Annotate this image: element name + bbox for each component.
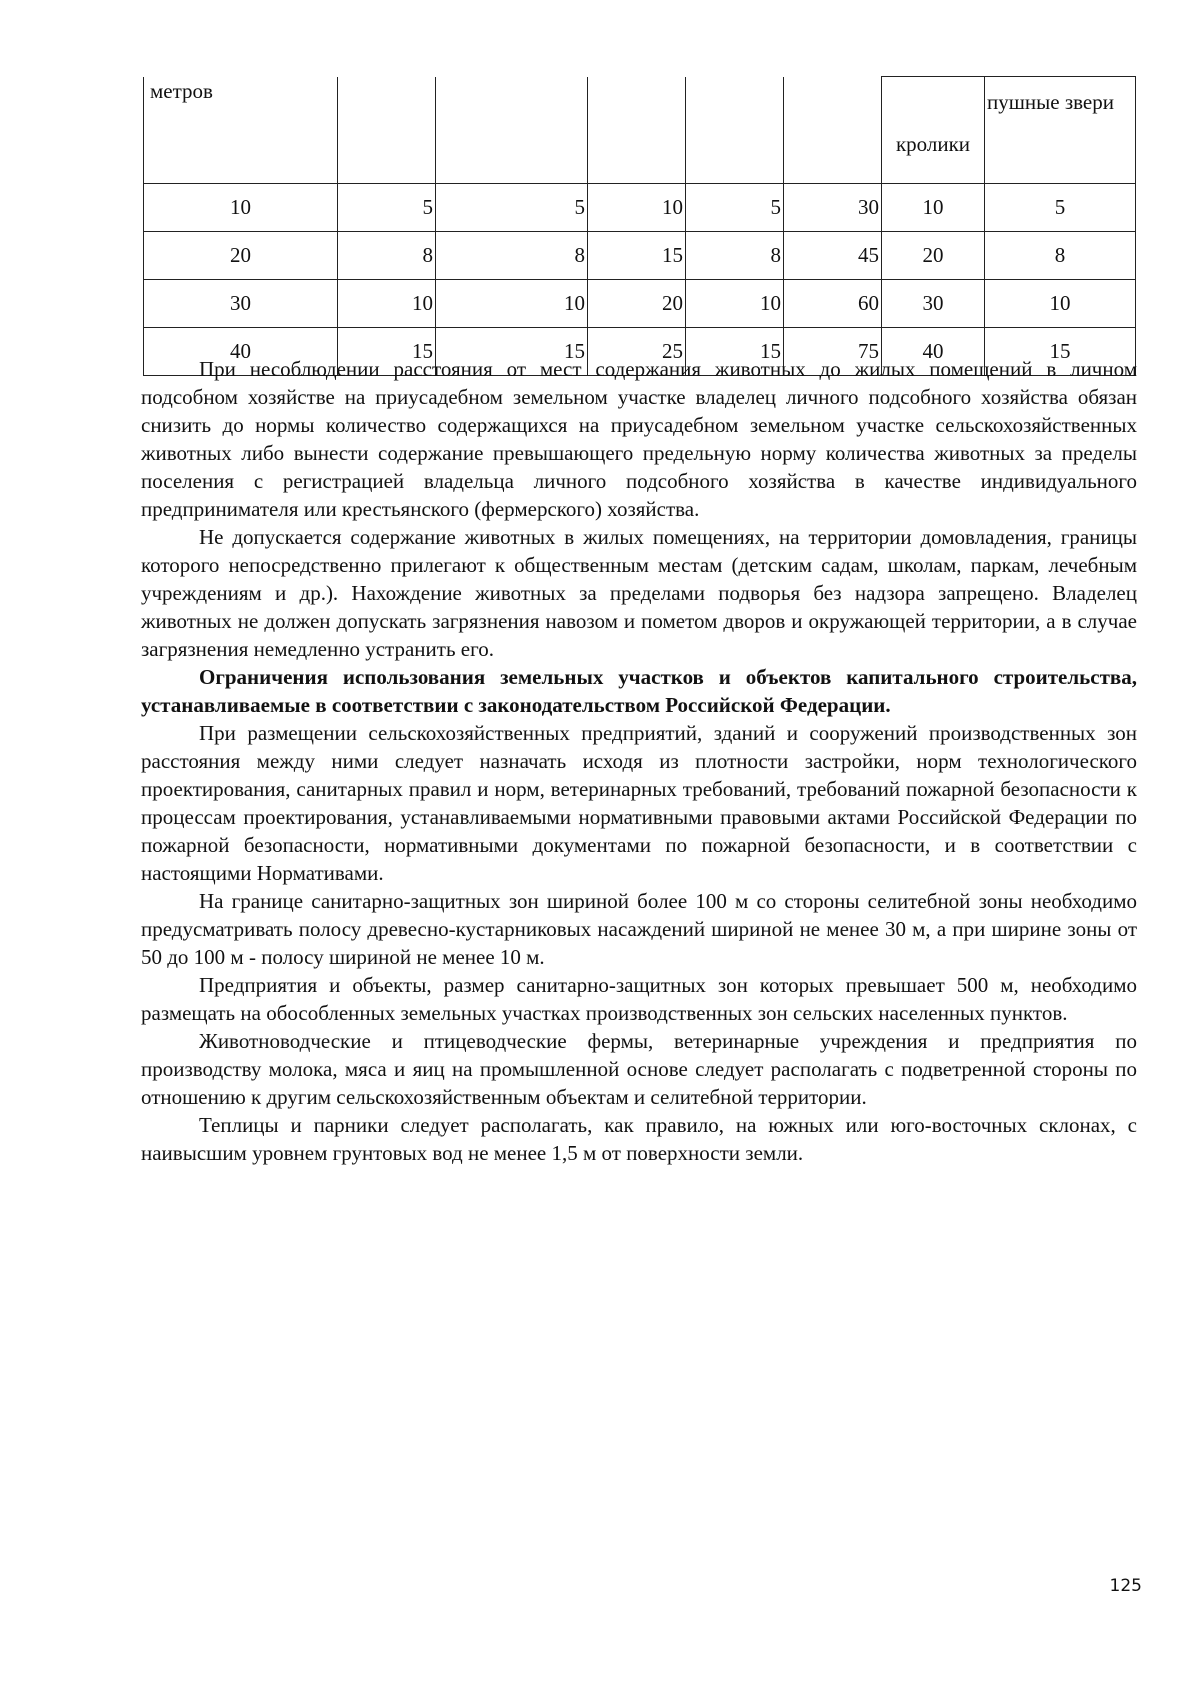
paragraph-sanitary-zone-border: На границе санитарно-защитных зон шириной более 100 м со стороны селитебной зоны необходимо предусматривать полосу древесно-кустарниковых насаждений шириной не менее 30 м, а при ширине зоны от 50 до 100 м - полосу шириной не менее 10 м. [141,889,1137,969]
paragraph-animal-housing: Не допускается содержание животных в жилых помещениях, на территории домовладения, границы которого непосредственно прилегают к общественным местам (детским садам, школам, паркам, лечебным учреждениям и др.). Нахождение животных за пределами подворья без надзора запрещено. Владелец животных не должен допускать загрязнения навозом и пометом дворов и окружающей территории, а в случае загрязнения немедленно устранить его. [141,525,1137,661]
paragraph-production-zones: При размещении сельскохозяйственных предприятий, зданий и сооружений производственных зон расстояния между ними следует назначать исходя из плотности застройки, норм технологического проектирования, санитарных правил и норм, ветеринарных требований, требований пожарной безопасности к процессам проектирования, устанавливаемыми нормативными правовыми актами Российской Федерации по пожарной безопасности, нормативными документами по пожарной безопасности, и в соответствии с настоящими Нормативами. [141,721,1137,885]
header-cell-empty [588,77,686,184]
table-cell: 15 [686,328,784,376]
table-cell: 15 [436,328,588,376]
header-cell-empty [338,77,436,184]
table-cell: 5 [436,184,588,232]
table-cell: 8 [436,232,588,280]
table-cell: 15 [338,328,436,376]
table-cell: 30 [144,280,338,328]
header-cell-empty [686,77,784,184]
table-cell: 10 [338,280,436,328]
header-cell-empty [784,77,882,184]
header-cell-empty [436,77,588,184]
table-cell: 5 [985,184,1136,232]
header-cell-fur-animals: пушные звери [985,77,1136,184]
table-row [144,280,1136,328]
header-cell-distance: метров [144,77,338,184]
table-cell: 15 [588,232,686,280]
table-cell: 20 [588,280,686,328]
table-cell: 5 [686,184,784,232]
table-cell: 5 [338,184,436,232]
header-cell-rabbits: кролики [882,77,985,184]
page-number: 125 [1109,1576,1142,1596]
table-cell: 30 [882,280,985,328]
table-cell: 8 [338,232,436,280]
table-cell: 10 [686,280,784,328]
table-row [144,184,1136,232]
paragraph-large-sanitary-zones: Предприятия и объекты, размер санитарно-защитных зон которых превышает 500 м, необходимо размещать на обособленных земельных участках производственных зон сельских населенных пунктов. [141,973,1137,1025]
table-cell: 10 [985,280,1136,328]
paragraph-animal-distance: При несоблюдении расстояния от мест содержания животных до жилых помещений в личном подсобном хозяйстве на приусадебном земельном участке владелец личного подсобного хозяйства обязан снизить до нормы количество содержащихся на приусадебном земельном участке сельскохозяйственных животных либо вынести содержание превышающего предельную норму количества животных за пределы поселения с регистрацией владельца личного подсобного хозяйства в качестве индивидуального предпринимателя или крестьянского (фермерского) хозяйства. [141,357,1137,521]
table-cell: 30 [784,184,882,232]
table-cell: 60 [784,280,882,328]
section-heading: Ограничения использования земельных участков и объектов капитального строительства, устанавливаемые в соответствии с законодательством Российской Федерации. [141,665,1137,717]
table-cell: 20 [144,232,338,280]
paragraph-farms-placement: Животноводческие и птицеводческие фермы, ветеринарные учреждения и предприятия по производству молока, мяса и яиц на промышленной основе следует располагать с подветренной стороны по отношению к другим сельскохозяйственным объектам и селитебной территории. [141,1029,1137,1109]
table-row [144,232,1136,280]
table-cell: 25 [588,328,686,376]
table-cell: 75 [784,328,882,376]
paragraph-greenhouses: Теплицы и парники следует располагать, как правило, на южных или юго-восточных склонах, с наивысшим уровнем грунтовых вод не менее 1,5 м от поверхности земли. [141,1113,1137,1165]
table-cell: 10 [144,184,338,232]
table-cell: 10 [882,184,985,232]
table-cell: 45 [784,232,882,280]
table-header-row [144,77,1136,184]
table-cell: 40 [144,328,338,376]
table-cell: 40 [882,328,985,376]
table-cell: 8 [985,232,1136,280]
table-cell: 10 [588,184,686,232]
table-cell: 10 [436,280,588,328]
distance-table-wrapper [143,76,1135,376]
table-cell: 15 [985,328,1136,376]
table-cell: 20 [882,232,985,280]
distance-table [143,76,1136,376]
table-cell: 8 [686,232,784,280]
body-text [141,355,1137,1167]
